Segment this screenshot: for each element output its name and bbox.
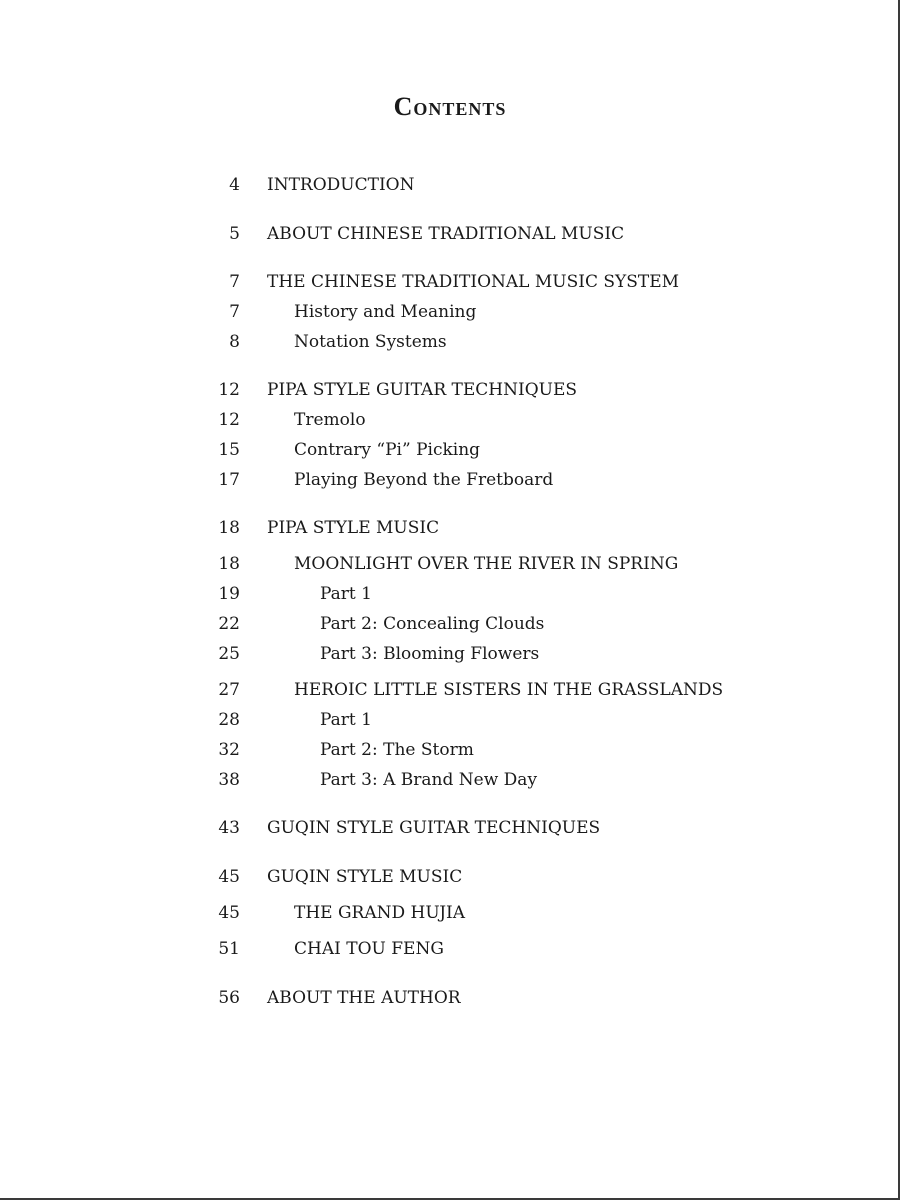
toc-page-number: 18 xyxy=(218,554,240,574)
toc-entry-title: PIPA STYLE MUSIC xyxy=(267,518,440,538)
toc-entry-title: Notation Systems xyxy=(294,332,447,352)
toc-page-number: 5 xyxy=(229,224,240,244)
toc-entry-music-system[interactable] xyxy=(0,270,900,294)
toc-entry-title: Part 3: A Brand New Day xyxy=(320,770,538,790)
toc-page-number: 38 xyxy=(218,770,240,790)
toc-entry-notation-systems[interactable] xyxy=(0,330,900,354)
toc-page-number: 27 xyxy=(218,680,240,700)
toc-page-number: 32 xyxy=(218,740,240,760)
page-title: Contents xyxy=(393,92,507,121)
toc-page-number: 45 xyxy=(218,903,240,923)
toc-page-number: 7 xyxy=(229,302,240,322)
toc-page-number: 25 xyxy=(218,644,240,664)
toc-entry-title: History and Meaning xyxy=(294,302,477,322)
toc-entry-moonlight-part-3[interactable] xyxy=(0,642,900,666)
toc-entry-pipa-techniques[interactable] xyxy=(0,378,900,402)
toc-entry-heroic-little-sisters[interactable] xyxy=(0,678,900,702)
toc-entry-grand-hujia[interactable] xyxy=(0,901,900,925)
toc-page-number: 12 xyxy=(218,410,240,430)
toc-entry-title: Part 3: Blooming Flowers xyxy=(320,644,540,664)
toc-entry-about-chinese-traditional-music[interactable] xyxy=(0,222,900,246)
toc-page-number: 7 xyxy=(229,272,240,292)
toc-page-number: 15 xyxy=(218,440,240,460)
toc-entry-title: Part 2: Concealing Clouds xyxy=(320,614,545,634)
toc-entry-title: Part 2: The Storm xyxy=(320,740,474,760)
toc-entry-title: Contrary “Pi” Picking xyxy=(294,440,481,460)
toc-entry-introduction[interactable] xyxy=(0,173,900,197)
toc-page-number: 19 xyxy=(218,584,240,604)
toc-entry-title: PIPA STYLE GUITAR TECHNIQUES xyxy=(267,380,578,400)
toc-entry-about-the-author[interactable] xyxy=(0,986,900,1010)
toc-entry-chai-tou-feng[interactable] xyxy=(0,937,900,961)
toc-entry-title: Tremolo xyxy=(294,410,366,430)
toc-entry-guqin-style-music[interactable] xyxy=(0,865,900,889)
toc-entry-title: INTRODUCTION xyxy=(267,175,415,195)
toc-entry-title: ABOUT THE AUTHOR xyxy=(267,988,461,1008)
toc-entry-title: Part 1 xyxy=(320,710,372,730)
toc-page-number: 56 xyxy=(218,988,240,1008)
toc-entry-contrary-pi-picking[interactable] xyxy=(0,438,900,462)
toc-entry-title: CHAI TOU FENG xyxy=(294,939,444,959)
toc-entry-title: GUQIN STYLE MUSIC xyxy=(267,867,463,887)
toc-page-number: 22 xyxy=(218,614,240,634)
toc-page-number: 18 xyxy=(218,518,240,538)
toc-entry-title: GUQIN STYLE GUITAR TECHNIQUES xyxy=(267,818,601,838)
toc-entry-title: Part 1 xyxy=(320,584,372,604)
toc-entry-title: MOONLIGHT OVER THE RIVER IN SPRING xyxy=(294,554,679,574)
toc-entry-guqin-techniques[interactable] xyxy=(0,816,900,840)
toc-entry-moonlight-part-1[interactable] xyxy=(0,582,900,606)
toc-entry-title: THE CHINESE TRADITIONAL MUSIC SYSTEM xyxy=(267,272,680,292)
toc-entry-title: HEROIC LITTLE SISTERS IN THE GRASSLANDS xyxy=(294,680,724,700)
toc-entry-playing-beyond-fretboard[interactable] xyxy=(0,468,900,492)
toc-entry-tremolo[interactable] xyxy=(0,408,900,432)
toc-entry-moonlight-over-river[interactable] xyxy=(0,552,900,576)
toc-page-number: 8 xyxy=(229,332,240,352)
toc-entry-heroic-part-1[interactable] xyxy=(0,708,900,732)
toc-entry-title: THE GRAND HUJIA xyxy=(294,903,466,923)
toc-page-number: 45 xyxy=(218,867,240,887)
toc-entry-pipa-style-music[interactable] xyxy=(0,516,900,540)
toc-page-number: 12 xyxy=(218,380,240,400)
toc-page-number: 4 xyxy=(229,175,240,195)
toc-page-number: 17 xyxy=(218,470,240,490)
toc-page-number: 51 xyxy=(218,939,240,959)
toc-entry-title: Playing Beyond the Fretboard xyxy=(294,470,554,490)
toc-entry-title: ABOUT CHINESE TRADITIONAL MUSIC xyxy=(267,224,625,244)
toc-entry-history-and-meaning[interactable] xyxy=(0,300,900,324)
toc-entry-heroic-part-2[interactable] xyxy=(0,738,900,762)
toc-page-number: 28 xyxy=(218,710,240,730)
toc-entry-moonlight-part-2[interactable] xyxy=(0,612,900,636)
toc-page-number: 43 xyxy=(218,818,240,838)
toc-entry-heroic-part-3[interactable] xyxy=(0,768,900,792)
